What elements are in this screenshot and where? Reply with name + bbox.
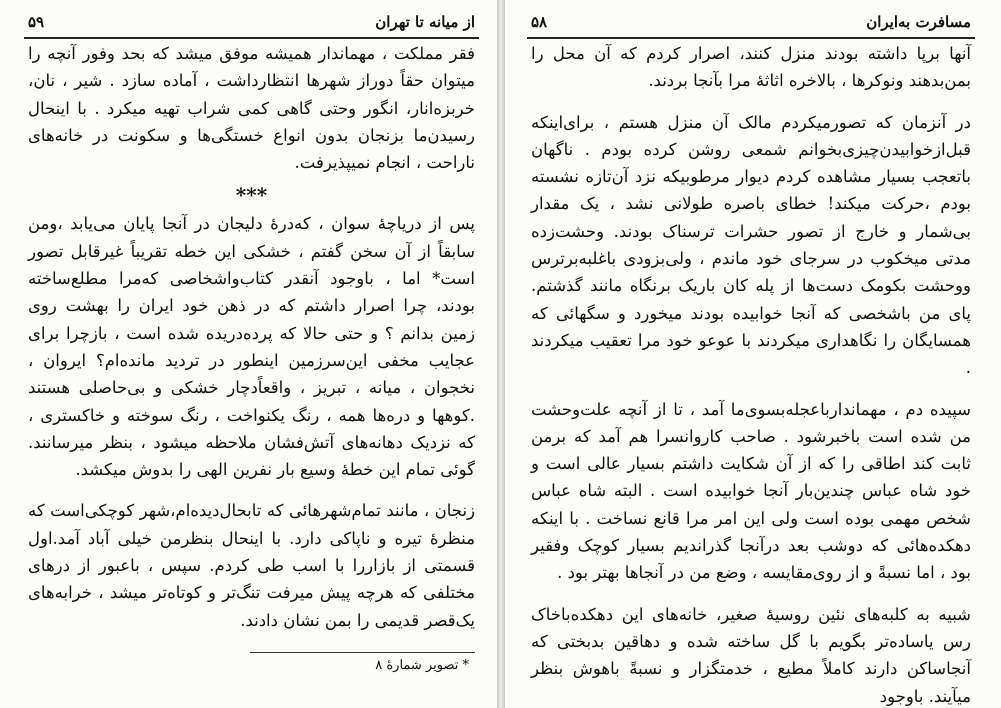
page-number: ۵۸ <box>531 13 548 31</box>
page-body <box>28 40 475 634</box>
footnote-rule <box>250 652 475 653</box>
paragraph: سپیده دم ، مهماندارباعجله‌بسوی‌ما آمد ، تا از آنچه علت‌وحشت من شده است باخبرشود . صاحب کاروانسرا هم آمد که برمن ثابت کند اطاقی را که از آن شکایت داشتم بسیار عالی است و خود شاه عباس چندین‌بار آنجا خوابیده است . البته شاه عباس شخص مهمی بوده است ولی این امر مرا قانع نساخت . با اینکه دهکده‌هائی که دوشب بعد درآنجا گذراندیم بسیار کوچک وفقیر بود ، اما نسبةً و از روی‌مقایسه ، وضع من در آنجاها بهتر بود . <box>531 399 971 583</box>
paragraph: در آنزمان که تصورمیکردم مالک آن منزل هستم ، برای‌اینکه قبل‌ازخوابیدن‌چیزی‌بخوانم شمعی روشن کرده بودم . ناگهان باتعجب بسیار مشاهده کردم دیوار مرطوبیکه نزد آن‌تازه نشسته بودم ،حرکت میکند! خطای باصره طولانی نشد ، یک مقدار بی‌شمار و خارج از تصور حشرات ترسناک بودند. وحشت‌زده مدتی میخکوب در سرجای خود ماندم ، ولی‌بزودی باغلبه‌برترس ووحشت بکومک دست‌ها از پله کان باریک برنگاه مانند گذشتم. پای من باشخصی که آنجا خوابیده بودند میخورد و سگهائی که همسایگان را نگاهداری میکردند با عوعو خود مرا تعقیب میکردند . <box>531 112 971 378</box>
page-body <box>531 40 971 708</box>
running-title: مسافرت به‌ایران <box>866 13 971 31</box>
section-break: *** <box>235 183 268 208</box>
running-title: از میانه تا تهران <box>375 13 475 31</box>
header-rule <box>527 37 975 39</box>
paragraph: آنها برپا داشته بودند منزل کنند، اصرار کردم که آن محل را بمن‌بدهند ونوکرها ، بالاخره اثاثهٔ مرا بآنجا بردند. <box>531 44 971 91</box>
paragraph: زنجان ، مانند تمام‌شهرهائی که تابحال‌دیده‌ام،شهر کوچکی‌است که منظرهٔ تیره و ناپاکی دارد. با اینحال بنظرمن خیلی آباد آمد.اول قسمتی از بازاررا با اسب طی کردم. سپس ، باعبور از درهای مختلفی که هرچه پیش میرفت تنگ‌تر و کوتاه‌تر میشد ، خرابه‌های یک‌قصر قدیمی را بمن نشان دادند. <box>28 501 475 630</box>
book-gutter <box>497 0 505 708</box>
left-page <box>0 0 497 708</box>
page-number: ۵۹ <box>28 13 45 31</box>
paragraph: فقر مملکت ، مهماندار همیشه موفق میشد که بحد وفور آنچه را میتوان حقاً دوراز شهرها انتظارداشت ، آماده سازد . شیر ، نان، خربزه‌انار، انگور وحتی گاهی کمی شراب تهیه میکرد . با اینحال رسیدن‌ما بزنجان بدون انواع خستگی‌ها و سکونت در خانه‌های ناراحت ، انجام نمیپذیرفت. <box>28 44 475 173</box>
page-header <box>531 10 971 34</box>
page-header <box>28 10 475 34</box>
footnote: * تصویر شمارهٔ ۸ <box>375 658 469 673</box>
header-rule <box>24 37 479 39</box>
paragraph: پس از دریاچهٔ سوان ، که‌درهٔ دلیجان در آنجا پایان می‌یابد ،ومن سابقاً از آن سخن گفتم ، خشکی این خطه تقریباً غیرقابل تصور است* اما ، باوجود آنقدر کتاب‌واشخاصی که‌مرا مطلع‌ساخته بودند، چرا اصرار داشتم که در ذهن خود ایران را بهشت روی زمین بدانم ؟ و حتی حالا که پرده‌دریده شده است ، بازچرا برای عجایب مخفی این‌سرزمین اینطور در تردید مانده‌ام؟ ایروان ، نخجوان ، میانه ، تبریز ، واقعاً‌دچار خشکی و بی‌حاصلی هستند .کوهها و دره‌ها همه ، رنگ یکنواخت ، رنگ سوخته و خاکستری ، که نزدیک دهانه‌های آتش‌فشان ملاحظه میشود ، بنظر میرسانند. گوئی تمام این خطهٔ وسیع بار نفرین الهی را بدوش میکشد. <box>28 214 475 480</box>
paragraph: شبیه به کلبه‌های نئین روسیهٔ صغیر، خانه‌های این دهکده‌باخاک رس یاساده‌تر بگویم با گل ساخته شده و دهاقین بدبختی که آنجاساکن دارند کاملاً مطیع ، خدمتگزار و نسبةً باهوش بنظر میآیند. باوجود <box>531 604 971 706</box>
right-page <box>505 0 1001 708</box>
